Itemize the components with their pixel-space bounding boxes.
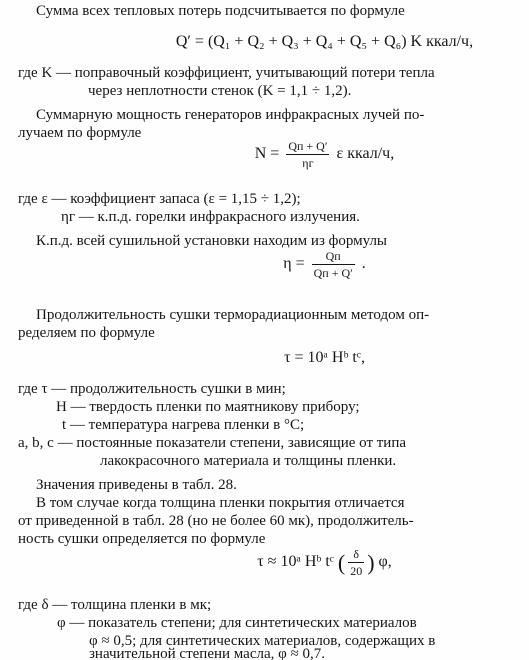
- paragraph-heat-loss-intro: Сумма всех тепловых потерь подсчитывается по формуле: [36, 3, 405, 19]
- formula-efficiency-lhs: η =: [283, 255, 305, 273]
- where-t-temperature: t — температура нагрева пленки в °C;: [62, 417, 305, 433]
- formula-efficiency-numerator: Qп: [325, 249, 341, 263]
- formula-power-rhs: ε ккал/ч,: [336, 145, 395, 163]
- paragraph-efficiency: К.п.д. всей сушильной установки находим из формулы: [36, 233, 388, 249]
- where-abc-exponents: a, b, c — постоянные показатели степени, зависящие от типа: [18, 435, 407, 451]
- formula-efficiency-end: .: [361, 255, 366, 273]
- formula-drying-time: τ = 10ᵃ Hᵇ tᶜ,: [284, 349, 365, 366]
- where-tau: где τ — продолжительность сушки в мин;: [18, 381, 286, 397]
- formula-corrected-fraction: [348, 546, 364, 579]
- formula-corrected-numerator: δ: [353, 547, 360, 561]
- where-h-hardness: H — твердость пленки по маятникову прибору;: [56, 399, 360, 415]
- formula-total-heat-loss: Q′ = (Q₁ + Q₂ + Q₃ + Q₄ + Q₅ + Q₆) K ккал/ч,: [175, 33, 474, 50]
- formula-efficiency-fraction: [312, 248, 355, 281]
- where-phi-line2: φ ≈ 0,5; для синтетических материалов, содержащих в: [89, 633, 436, 649]
- paragraph-duration-line1: Продолжительность сушки терморадиационным методом оп-: [36, 307, 430, 323]
- paragraph-duration-line2: ределяем по формуле: [18, 325, 155, 341]
- paragraph-table-ref: Значения приведены в табл. 28.: [36, 477, 237, 493]
- paragraph-thickness-line1: В том случае когда толщина пленки покрытия отличается: [36, 495, 405, 511]
- formula-generator-power: [0, 138, 529, 171]
- paragraph-thickness-line2: от приведенной в табл. 28 (но не более 60 мк), продолжитель-: [18, 513, 414, 529]
- formula-drying-time-corrected: [0, 546, 529, 579]
- formula-power-lhs: N =: [254, 145, 280, 163]
- where-k-line1: где K — поправочный коэффициент, учитывающий потери тепла: [18, 65, 435, 81]
- where-phi-line1: φ — показатель степени; для синтетических материалов: [57, 615, 417, 631]
- formula-efficiency-denominator: Qп + Q′: [313, 266, 353, 280]
- where-epsilon: где ε — коэффициент запаса (ε = 1,15 ÷ 1,2);: [18, 191, 301, 207]
- where-k-line2: через неплотности стенок (K = 1,1 ÷ 1,2).: [88, 83, 352, 99]
- where-phi-line3: значительной степени масла, φ ≈ 0,7.: [89, 646, 326, 660]
- paragraph-power-line1: Суммарную мощность генераторов инфракрасных лучей по-: [36, 107, 425, 123]
- formula-efficiency: [0, 248, 529, 281]
- where-abc-continued: лакокрасочного материала и толщины пленки.: [100, 453, 397, 469]
- where-delta: где δ — толщина пленки в мк;: [18, 597, 212, 613]
- formula-power-numerator: Qп + Q′: [288, 139, 328, 153]
- paragraph-thickness-line3: ность сушки определяется по формуле: [18, 531, 266, 547]
- formula-corrected-lhs: τ ≈ 10ᵃ Hᵇ tᶜ: [257, 553, 334, 571]
- formula-power-fraction: [286, 138, 329, 171]
- paragraph-power-line2: лучаем по формуле: [18, 125, 142, 141]
- formula-left-paren: (: [337, 550, 346, 575]
- formula-corrected-rhs: φ,: [378, 553, 392, 571]
- formula-power-denominator: ηг: [286, 154, 329, 171]
- formula-right-paren: ): [367, 550, 375, 575]
- where-eta-burner: ηг — к.п.д. горелки инфракрасного излучения.: [61, 209, 360, 225]
- formula-corrected-denominator: 20: [350, 564, 363, 578]
